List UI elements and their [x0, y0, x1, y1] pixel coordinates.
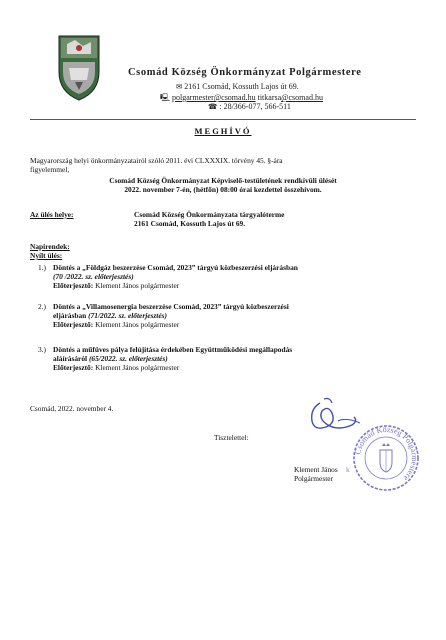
open-session-label: Nyílt ülés:	[30, 251, 63, 260]
official-stamp	[350, 424, 422, 492]
agenda-item-number: 1.)	[38, 263, 47, 272]
agenda-item-presenter: Előterjesztő: Klement János polgármester	[53, 320, 180, 329]
header-address: ✉ 2161 Csomád, Kossuth Lajos út 69.	[176, 82, 299, 91]
org-title: Csomád Község Önkormányzat Polgármestere	[128, 67, 362, 78]
document-title: MEGHÍVÓ	[194, 126, 252, 136]
agenda-label: Napirendek:	[30, 242, 70, 251]
venue-label: Az ülés helye:	[30, 210, 74, 219]
closing-text: Tisztelettel:	[214, 433, 249, 442]
agenda-item-title-cont: eljárásban (71/2022. sz. előterjesztés)	[53, 311, 167, 320]
signer-role: Polgármester	[294, 474, 333, 483]
email-link-secretary[interactable]: @csomad.hu	[281, 93, 323, 102]
header-email: 🖳 polgarmester@csomad.hu titkarsa@csomad.hu	[160, 92, 323, 105]
envelope-icon: ✉	[176, 82, 183, 91]
header-divider	[30, 119, 416, 120]
venue-line-1: Csomád Község Önkormányzata tárgyalóterme	[134, 210, 285, 219]
signer-initial: k	[346, 465, 350, 474]
phone-icon: ☎	[208, 102, 218, 111]
signer-name: Klement János	[294, 465, 338, 474]
agenda-item-title: Döntés a „Villamosenergia beszerzése Csomád, 2023” tárgyú közbeszerzési	[53, 302, 289, 311]
agenda-item-title: Döntés a műfüves pálya felújítása érdekében Együttműködési megállapodás	[53, 345, 293, 354]
agenda-item-ref: (70 /2022. sz. előterjesztés)	[53, 272, 134, 281]
intro-line-2: figyelemmel,	[30, 165, 70, 174]
agenda-item-presenter: Előterjesztő: Klement János polgármester	[53, 281, 180, 290]
header-phone: ☎ : 28/366-077, 566-511	[208, 102, 291, 111]
agenda-item-presenter: Előterjesztő: Klement János polgármester	[53, 363, 180, 372]
intro-line-1: Magyarország helyi önkormányzatairól szóló 2011. évi CLXXXIX. törvény 45. §-ára	[30, 156, 283, 165]
computer-icon: 🖳	[160, 93, 171, 102]
meeting-summons: Csomád Község Önkormányzat Képviselő-testületének rendkívüli ülését	[109, 176, 337, 185]
svg-text:Csomád Község Polgármestere: Csomád Község Polgármestere	[353, 424, 420, 483]
email-link-mayor[interactable]: polgarmester@csomad.hu	[172, 93, 256, 102]
venue-line-2: 2161 Csomád, Kossuth Lajos út 69.	[134, 219, 246, 228]
date-line: Csomád, 2022. november 4.	[30, 404, 114, 413]
agenda-item-number: 2.)	[38, 302, 47, 311]
agenda-item-number: 3.)	[38, 345, 47, 354]
agenda-item-title: Döntés a „Földgáz beszerzése Csomád, 2023” tárgyú közbeszerzési eljárásban	[53, 263, 298, 272]
agenda-item-title-cont: aláírásáról (65/2022. sz. előterjesztés)	[53, 354, 168, 363]
meeting-datetime: 2022. november 7-én, (hétfőn) 08:00 órai kezdettel összehívom.	[124, 185, 322, 194]
coat-of-arms-icon	[57, 32, 101, 102]
